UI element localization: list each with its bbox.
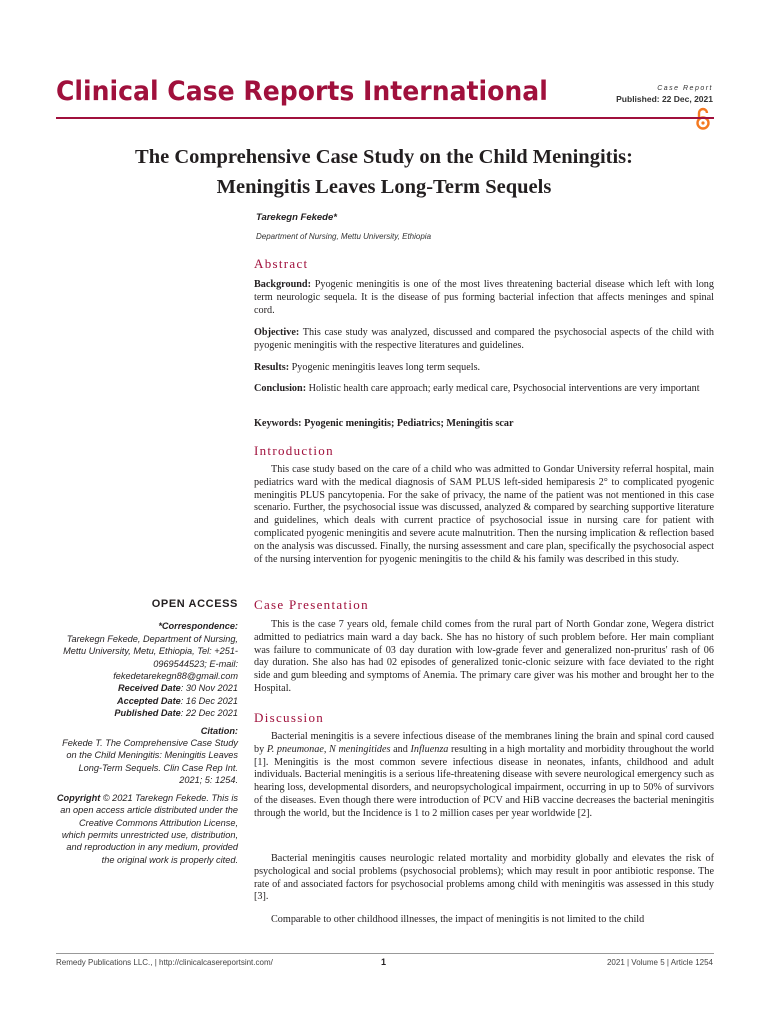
footer-rule: [56, 953, 714, 954]
case-presentation-text: This is the case 7 years old, female child comes from the rural part of North Gondar zone, Wegera district admitted to pediatrics main ward a day back. She has no history of such problem before. Her main compliant was failure to communicate of 03 day duration with low-grade fever and generalized non-pruritus' rash of 06 day duration. She also has had 02 episodes of generalized tonic-clonic seizure with face deviated to the right side and gum bleeding and symptoms of Anemia. The primary care giver was his mother and brought her to the Hospital.: [254, 619, 714, 694]
abstract-keywords: [254, 418, 714, 431]
abstract-background: [254, 279, 714, 317]
received-date-label: Received Date: [117, 683, 181, 694]
introduction-text: This case study based on the care of a child who was admitted to Gondar University referral hospital, main pediatrics ward with the medical diagnosis of SAM PLUS left-sided hemiparesis 2° to complicated pyogenic meningitis PLUS pancytopenia. For the sake of privacy, the name of the patient was not mentioned in this case scenario. Further, the psychosocial issue was discussed, analyzed & compared by searching supportive literature and guidelines, which deals with current practice of psychosocial issue in nursing care for patient with complicated pyogenic meningitis and severe acute malnutrition. Then the nursing implication & reflection based on the analysis was discussed. Finally, the nursing assessment and care plan, specifically the psychosocial aspect of the nursing intervention for pyogenic meningitis to the child & his family was described in this study.: [254, 464, 714, 565]
citation-label: Citation:: [200, 725, 238, 736]
open-access-icon: [695, 107, 711, 131]
page-number: 1: [381, 957, 387, 967]
introduction-heading: Introduction: [254, 443, 334, 458]
background-label: Background:: [254, 279, 311, 290]
abstract-results: [254, 362, 714, 375]
published-date: [56, 707, 238, 719]
author-name: Tarekegn Fekede*: [256, 212, 337, 223]
abstract-objective: [254, 327, 714, 353]
keywords-label: Keywords:: [254, 418, 302, 429]
background-text: Pyogenic meningitis is one of the most lives threatening bacterial disease which left with long term neurologic sequela. It is the disease of pus forming bacterial infection that affects meninges and spinal cord.: [254, 279, 714, 316]
discussion-p1-text-b: ,: [323, 743, 330, 755]
author-affiliation: Department of Nursing, Mettu University, Ethiopia: [256, 232, 432, 241]
conclusion-label: Conclusion:: [254, 383, 307, 394]
abstract-heading: Abstract: [254, 256, 309, 271]
keywords-text: Pyogenic meningitis; Pediatrics; Meningitis scar: [301, 418, 514, 429]
received-date: [56, 682, 238, 694]
header-rule: [56, 117, 714, 119]
correspondence-label: *Correspondence:: [158, 621, 238, 632]
copyright-label: Copyright: [56, 792, 101, 803]
published-date-label: Published Date: [114, 708, 181, 719]
correspondence-text: Tarekegn Fekede, Department of Nursing, Mettu University, Metu, Ethiopia, Tel: +251-0969544523; E-mail: fekedetarekegn88@gmail.com: [63, 633, 238, 682]
results-label: Results:: [254, 362, 290, 373]
discussion-paragraph-1: [254, 731, 714, 821]
journal-title: Clinical Case Reports International: [56, 76, 548, 107]
footer-publisher: Remedy Publications LLC., | http://clinicalcasereportsint.com/: [56, 958, 273, 967]
copyright-notice: [56, 792, 238, 866]
results-text: Pyogenic meningitis leaves long term sequels.: [289, 362, 481, 373]
article-info-sidebar: [56, 598, 238, 866]
organism-3: Influenza: [410, 743, 449, 755]
case-presentation-heading: Case Presentation: [254, 597, 369, 612]
footer-issue-info: 2021 | Volume 5 | Article 1254: [606, 958, 713, 967]
article-title: [40, 142, 728, 202]
discussion-p1-text-d: resulting in a high mortality and morbidity throughout the world [1]. Meningitis is the most common severe infectious disease in neonates, infants, childhood and adult individuals. Bacterial meningitis is a serious life-threatening disease with severe neurological emergency such as hearing loss, developmental disorders, and neuropsychological impairment, occurring in up to 50% of survivors of the diseases. Even though there were introduction of PCV and HiB vaccine decreases the bacterial meningitis through the world, but the Incidence is 1 to 2 million cases per year worldwide [2].: [254, 743, 715, 819]
article-title-line-1: The Comprehensive Case Study on the Child Meningitis:: [135, 146, 633, 168]
published-date-header: Published: 22 Dec, 2021: [616, 94, 713, 104]
objective-text: This case study was analyzed, discussed and compared the psychosocial aspects of the child with pyogenic meningitis with the respective literatures and guidelines.: [254, 327, 714, 351]
discussion-paragraph-3: Comparable to other childhood illnesses, the impact of meningitis is not limited to the child: [271, 914, 645, 925]
accepted-date-label: Accepted Date: [116, 695, 181, 706]
discussion-paragraph-2: Bacterial meningitis causes neurologic related mortality and morbidity globally and elevates the risk of psychological and social problems (psychosocial problems); which may result in poor antibiotic response. The rate of and associated factors for psychosocial problems among child with meningitis was assessed in this study [3].: [254, 853, 714, 903]
discussion-heading: Discussion: [254, 710, 325, 725]
organism-2: N meningitides: [329, 743, 391, 755]
organism-1: P. pneumonae: [266, 743, 324, 755]
open-access-label: OPEN ACCESS: [151, 598, 238, 610]
article-type: Case Report: [657, 85, 713, 92]
objective-label: Objective:: [254, 327, 300, 338]
discussion-p1-text-c: and: [390, 743, 411, 755]
citation-text: Fekede T. The Comprehensive Case Study on the Child Meningitis: Meningitis Leaves Long-Term Sequels. Clin Case Rep Int. 2021; 5: 1254.: [62, 738, 238, 786]
discussion-p1-text-a: Bacterial meningitis is a severe infectious disease of the membranes lining the brain and spinal cord caused by: [254, 731, 714, 755]
abstract-conclusion: [254, 383, 714, 396]
conclusion-text: Holistic health care approach; early medical care, Psychosocial interventions are very important: [306, 383, 700, 394]
published-date-value: : 22 Dec 2021: [180, 708, 238, 719]
copyright-text: © 2021 Tarekegn Fekede. This is an open access article distributed under the Creative Commons Attribution License, which permits unrestricted use, distribution, and reproduction in any medium, provided the original work is properly cited.: [60, 792, 238, 865]
accepted-date: [56, 695, 238, 707]
article-title-line-2: Meningitis Leaves Long-Term Sequels: [216, 176, 552, 198]
accepted-date-value: : 16 Dec 2021: [180, 695, 238, 706]
received-date-value: : 30 Nov 2021: [180, 683, 238, 694]
